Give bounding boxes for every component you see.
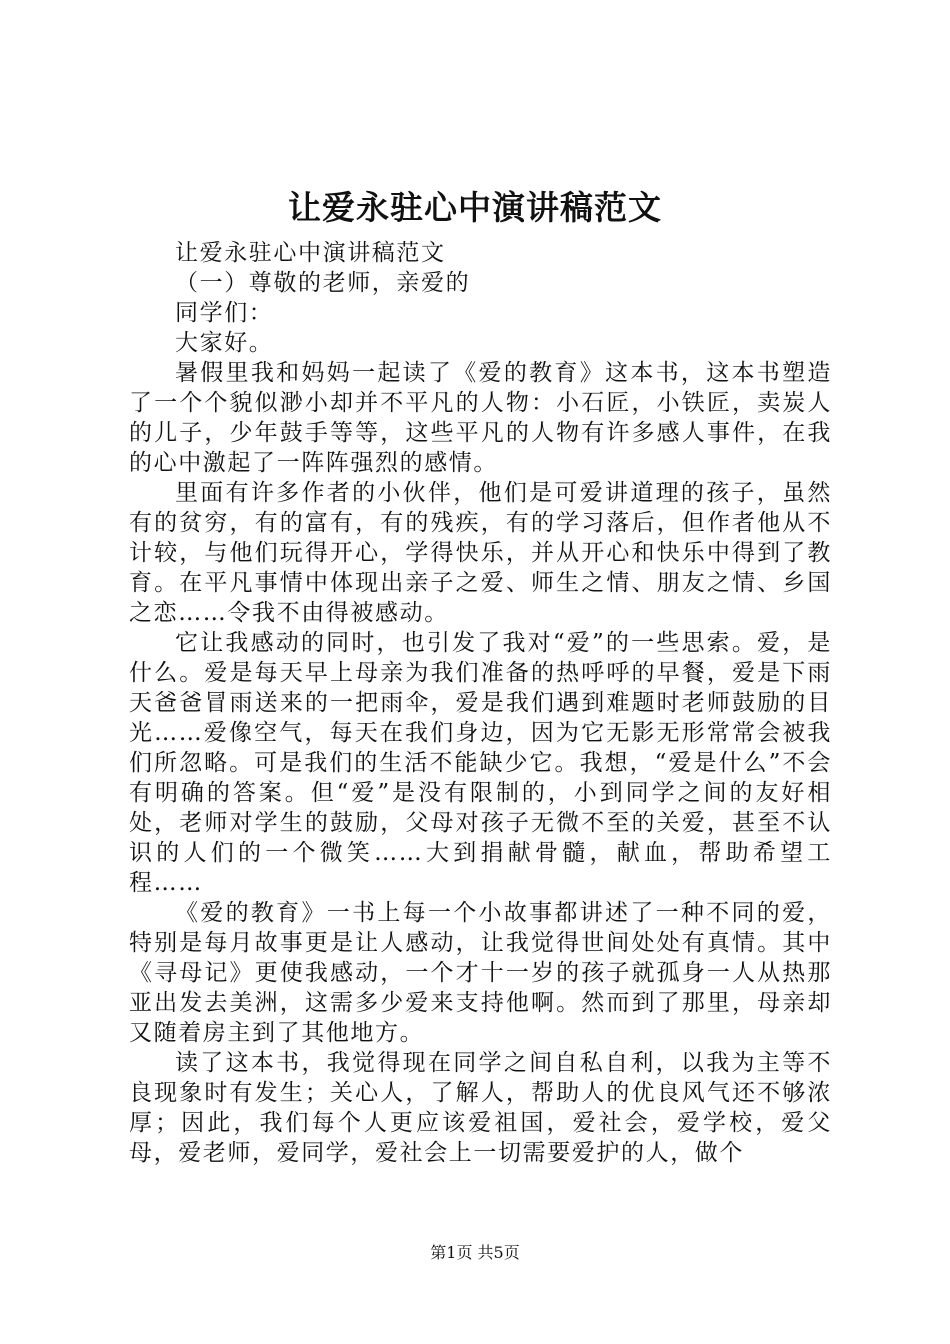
- paragraph: 它让我感动的同时，也引发了我对“爱”的一些思索。爱，是什么。爱是每天早上母亲为我们准备的热呼呼的早餐，爱是下雨天爸爸冒雨送来的一把雨伞，爱是我们遇到难题时老师鼓励的目光……爱像空气，每天在我们身边，因为它无影无形常常会被我们所忽略。可是我们的生活不能缺少它。我想，“爱是什么”不会有明确的答案。但“爱”是没有限制的，小到同学之间的友好相处，老师对学生的鼓励，父母对孩子无微不至的关爱，甚至不认识的人们的一个微笑……大到捐献骨髓，献血，帮助希望工程……: [129, 630, 832, 896]
- paragraph: 里面有许多作者的小伙伴，他们是可爱讲道理的孩子，虽然有的贫穷，有的富有，有的残疾，有的学习落后，但作者他从不计较，与他们玩得开心，学得快乐，并从开心和快乐中得到了教育。在平凡事情中体现出亲子之爱、师生之情、朋友之情、乡国之恋……令我不由得被感动。: [129, 480, 832, 626]
- paragraph: 《爱的教育》一书上每一个小故事都讲述了一种不同的爱，特别是每月故事更是让人感动，让我觉得世间处处有真情。其中《寻母记》更使我感动，一个才十一岁的孩子就孤身一人从热那亚出发去美洲，这需多少爱来支持他啊。然而到了那里，母亲却又随着房主到了其他地方。: [129, 900, 832, 1046]
- paragraph: 同学们：: [175, 300, 274, 326]
- page-number-footer: 第1页 共5页: [430, 1243, 520, 1262]
- document-body: [129, 238, 832, 1168]
- paragraph: （一）尊敬的老师，亲爱的: [175, 270, 471, 296]
- paragraph: 大家好。: [175, 330, 274, 356]
- paragraph: 让爱永驻心中演讲稿范文: [175, 240, 446, 266]
- paragraph: 读了这本书，我觉得现在同学之间自私自利，以我为主等不良现象时有发生；关心人，了解人，帮助人的优良风气还不够浓厚；因此，我们每个人更应该爱祖国，爱社会，爱学校，爱父母，爱老师，爱同学，爱社会上一切需要爱护的人，做个: [129, 1050, 832, 1166]
- document-title: 让爱永驻心中演讲稿范文: [288, 188, 662, 227]
- paragraph: 暑假里我和妈妈一起读了《爱的教育》这本书，这本书塑造了一个个貌似渺小却并不平凡的人物：小石匠，小铁匠，卖炭人的儿子，少年鼓手等等，这些平凡的人物有许多感人事件，在我的心中激起了一阵阵强烈的感情。: [129, 360, 832, 476]
